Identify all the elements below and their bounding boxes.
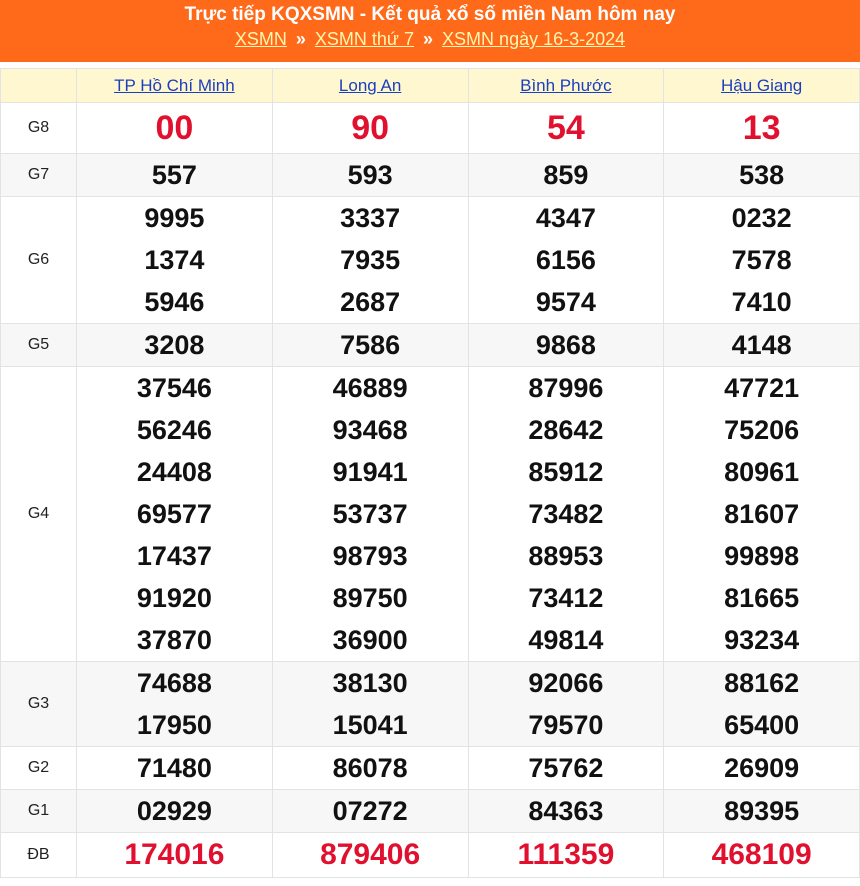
prize-cell [77, 662, 273, 747]
winning-number: 49814 [528, 625, 604, 655]
breadcrumb-link-xsmn-date[interactable]: XSMN ngày 16-3-2024 [442, 29, 626, 49]
winning-number: 87996 [528, 373, 604, 403]
prize-label: ĐB [1, 833, 77, 878]
corner-cell [1, 69, 77, 103]
prize-cell [468, 747, 664, 790]
prize-label: G1 [1, 790, 77, 833]
winning-number: 2687 [340, 287, 401, 317]
prize-cell [664, 833, 860, 878]
winning-number: 89395 [724, 796, 800, 826]
winning-number: 46889 [332, 373, 408, 403]
prize-row-g2 [1, 747, 860, 790]
winning-number: 79570 [528, 710, 604, 740]
winning-number: 90 [351, 109, 390, 147]
winning-number: 9995 [144, 203, 205, 233]
province-link-long-an[interactable]: Long An [338, 75, 402, 95]
winning-number: 9868 [535, 330, 596, 360]
winning-number: 557 [151, 160, 197, 190]
winning-number: 38130 [332, 668, 408, 698]
winning-number: 91920 [136, 583, 212, 613]
winning-number: 37870 [136, 625, 212, 655]
winning-number: 07272 [332, 796, 408, 826]
prize-cell [77, 197, 273, 324]
winning-number: 56246 [136, 415, 212, 445]
prize-cell [272, 197, 468, 324]
winning-number: 36900 [332, 625, 408, 655]
prize-cell [664, 154, 860, 197]
winning-number: 24408 [136, 457, 212, 487]
breadcrumb-link-xsmn[interactable]: XSMN [234, 29, 287, 49]
winning-number: 6156 [535, 245, 596, 275]
prize-cell [272, 747, 468, 790]
prize-cell [77, 154, 273, 197]
winning-number: 9574 [535, 287, 596, 317]
prize-row-g3 [1, 662, 860, 747]
breadcrumb-separator: » [295, 29, 306, 49]
prize-cell [468, 154, 664, 197]
prize-row-g4 [1, 367, 860, 662]
winning-number: 02929 [136, 796, 212, 826]
prize-cell [272, 833, 468, 878]
prize-cell [664, 367, 860, 662]
prize-cell [272, 103, 468, 154]
winning-number: 00 [155, 109, 194, 147]
prize-label: G5 [1, 324, 77, 367]
prize-cell [77, 367, 273, 662]
prize-cell [77, 103, 273, 154]
winning-number: 3337 [340, 203, 401, 233]
province-header [77, 69, 273, 103]
winning-number: 174016 [124, 838, 225, 871]
prize-cell [664, 747, 860, 790]
prize-cell [468, 197, 664, 324]
winning-number: 28642 [528, 415, 604, 445]
page-title: Trực tiếp KQXSMN - Kết quả xổ số miền Nam hôm nay [184, 4, 676, 25]
prize-label: G6 [1, 197, 77, 324]
prize-row-g8 [1, 103, 860, 154]
winning-number: 69577 [136, 499, 212, 529]
province-header [664, 69, 860, 103]
prize-cell [468, 367, 664, 662]
province-header-row [1, 69, 860, 103]
prize-cell [77, 747, 273, 790]
winning-number: 47721 [724, 373, 800, 403]
prize-cell [664, 324, 860, 367]
winning-number: 73412 [528, 583, 604, 613]
winning-number: 7578 [731, 245, 792, 275]
winning-number: 4148 [731, 330, 792, 360]
winning-number: 54 [546, 109, 585, 147]
prize-label: G8 [1, 103, 77, 154]
winning-number: 84363 [528, 796, 604, 826]
winning-number: 7935 [340, 245, 401, 275]
winning-number: 538 [739, 160, 785, 190]
breadcrumb [0, 27, 860, 51]
prize-cell [468, 324, 664, 367]
prize-row-g6 [1, 197, 860, 324]
winning-number: 879406 [320, 838, 421, 871]
winning-number: 88162 [724, 668, 800, 698]
prize-row-g7 [1, 154, 860, 197]
prize-cell [272, 367, 468, 662]
winning-number: 75762 [528, 753, 604, 783]
winning-number: 81607 [724, 499, 800, 529]
winning-number: 65400 [724, 710, 800, 740]
winning-number: 88953 [528, 541, 604, 571]
prize-cell [664, 662, 860, 747]
prize-label: G4 [1, 367, 77, 662]
province-header [468, 69, 664, 103]
prize-cell [77, 324, 273, 367]
winning-number: 7410 [731, 287, 792, 317]
winning-number: 859 [543, 160, 589, 190]
winning-number: 15041 [332, 710, 408, 740]
winning-number: 75206 [724, 415, 800, 445]
prize-cell [272, 324, 468, 367]
winning-number: 468109 [711, 838, 812, 871]
winning-number: 37546 [136, 373, 212, 403]
winning-number: 99898 [724, 541, 800, 571]
winning-number: 53737 [332, 499, 408, 529]
prize-cell [77, 833, 273, 878]
province-link-tp-ho-chi-minh[interactable]: TP Hồ Chí Minh [114, 75, 235, 95]
results-table [0, 68, 860, 878]
winning-number: 71480 [136, 753, 212, 783]
page-header [0, 0, 860, 62]
winning-number: 89750 [332, 583, 408, 613]
winning-number: 73482 [528, 499, 604, 529]
winning-number: 26909 [724, 753, 800, 783]
results-body [1, 103, 860, 878]
prize-cell [272, 662, 468, 747]
prize-cell [468, 103, 664, 154]
winning-number: 4347 [535, 203, 596, 233]
winning-number: 17950 [136, 710, 212, 740]
winning-number: 92066 [528, 668, 604, 698]
winning-number: 81665 [724, 583, 800, 613]
prize-label: G2 [1, 747, 77, 790]
prize-cell [468, 662, 664, 747]
prize-cell [664, 103, 860, 154]
province-link-hau-giang[interactable]: Hậu Giang [720, 75, 803, 95]
winning-number: 86078 [332, 753, 408, 783]
winning-number: 0232 [731, 203, 792, 233]
winning-number: 91941 [332, 457, 408, 487]
winning-number: 74688 [136, 668, 212, 698]
winning-number: 1374 [144, 245, 205, 275]
province-link-binh-phuoc[interactable]: Bình Phước [520, 75, 612, 95]
winning-number: 93234 [724, 625, 800, 655]
winning-number: 17437 [136, 541, 212, 571]
prize-label: G7 [1, 154, 77, 197]
prize-label: G3 [1, 662, 77, 747]
prize-cell [664, 197, 860, 324]
winning-number: 93468 [332, 415, 408, 445]
winning-number: 80961 [724, 457, 800, 487]
prize-cell [664, 790, 860, 833]
winning-number: 7586 [340, 330, 401, 360]
winning-number: 5946 [144, 287, 205, 317]
prize-row-g1 [1, 790, 860, 833]
winning-number: 593 [347, 160, 393, 190]
winning-number: 85912 [528, 457, 604, 487]
winning-number: 98793 [332, 541, 408, 571]
prize-row-đb [1, 833, 860, 878]
prize-row-g5 [1, 324, 860, 367]
prize-cell [272, 790, 468, 833]
prize-cell [77, 790, 273, 833]
winning-number: 111359 [517, 838, 615, 871]
prize-cell [468, 790, 664, 833]
winning-number: 13 [742, 109, 781, 147]
prize-cell [468, 833, 664, 878]
breadcrumb-separator: » [423, 29, 434, 49]
winning-number: 3208 [144, 330, 205, 360]
prize-cell [272, 154, 468, 197]
province-header [272, 69, 468, 103]
breadcrumb-link-xsmn-thu-7[interactable]: XSMN thứ 7 [314, 29, 414, 49]
